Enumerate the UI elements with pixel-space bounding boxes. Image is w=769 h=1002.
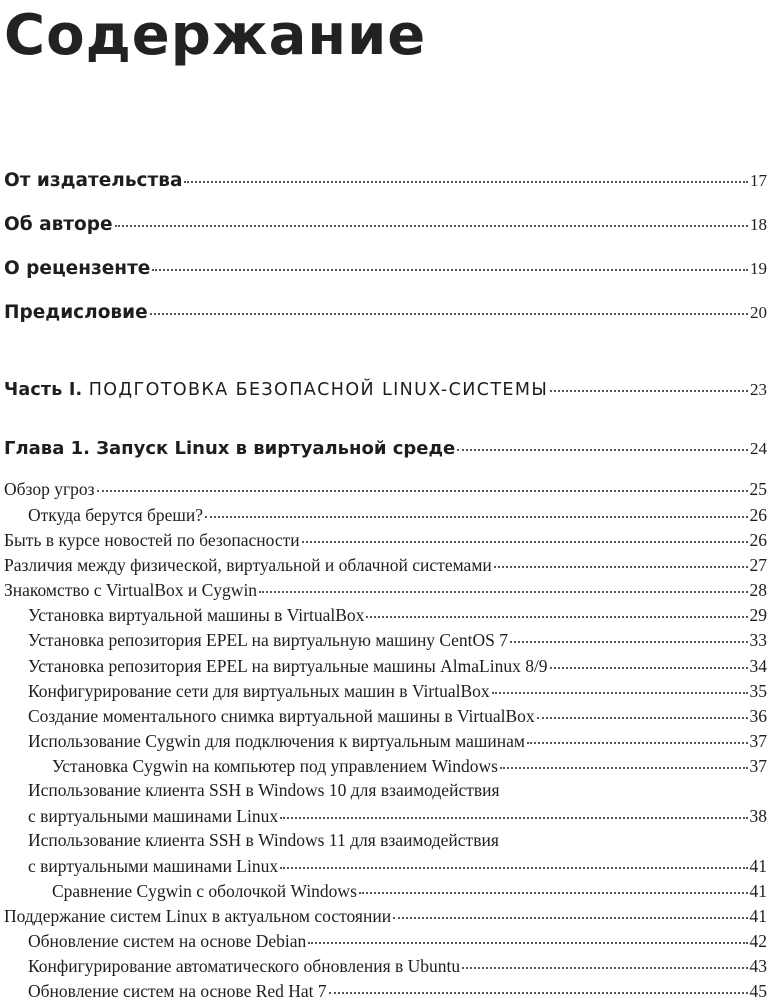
toc-entry-page: 36 [749, 706, 767, 726]
toc-entry-page: 37 [749, 756, 767, 776]
toc-entry-subsection[interactable] [28, 656, 767, 677]
toc-entry-title: Откуда берутся бреши? [28, 505, 204, 525]
dot-leader [359, 892, 748, 894]
toc-entry-page: 18 [750, 215, 767, 234]
toc-entry-page: 24 [750, 439, 767, 458]
toc-entry-subsection[interactable] [28, 630, 767, 651]
toc-entry-page: 23 [750, 380, 767, 399]
toc-entry-subsection[interactable] [28, 706, 767, 727]
dot-leader [457, 449, 748, 451]
toc-entry-subsection[interactable] [28, 931, 767, 952]
toc-entry-title: Различия между физической, виртуальной и облачной системами [4, 555, 492, 575]
dot-leader [205, 516, 747, 518]
dot-leader [393, 917, 747, 919]
dot-leader [280, 817, 747, 819]
toc-entry-about-reviewer[interactable] [4, 258, 767, 279]
toc-entry-page: 45 [749, 981, 767, 1001]
dot-leader [280, 867, 747, 869]
toc-entry-title: Конфигурирование сети для виртуальных машин в VirtualBox [28, 681, 490, 701]
toc-entry-page: 38 [749, 806, 767, 826]
toc-entry-subsection[interactable] [28, 981, 767, 1002]
toc-entry-page: 19 [750, 259, 767, 278]
toc-entry-page: 29 [749, 605, 767, 625]
toc-entry-page: 41 [749, 856, 767, 876]
toc-entry-page: 37 [749, 731, 767, 751]
toc-entry-subsection[interactable] [28, 681, 767, 702]
dot-leader [510, 641, 748, 643]
toc-entry-title-line1: Использование клиента SSH в Windows 11 для взаимодействия [28, 830, 499, 850]
toc-entry-subsection[interactable] [28, 956, 767, 977]
dot-leader [550, 667, 748, 669]
toc-entry-section[interactable] [4, 530, 767, 551]
part-label: Часть I. [4, 380, 83, 400]
toc-entry-title-line1: Использование клиента SSH в Windows 10 для взаимодействия [28, 780, 500, 800]
toc-entry-preface[interactable] [4, 302, 767, 323]
toc-entry-title: Установка репозитория EPEL на виртуальную машину CentOS 7 [28, 630, 508, 650]
toc-entry-title: Предисловие [4, 302, 148, 323]
dot-leader [308, 942, 747, 944]
toc-entry-title-line2: с виртуальными машинами Linux [28, 856, 279, 876]
toc-entry-subsection[interactable] [28, 605, 767, 626]
dot-leader [259, 591, 747, 593]
toc-entry-page: 41 [749, 881, 767, 901]
toc-entry-title: Обзор угроз [4, 479, 95, 499]
toc-entry-title: Установка репозитория EPEL на виртуальные машины AlmaLinux 8/9 [28, 656, 548, 676]
dot-leader [527, 742, 748, 744]
dot-leader [462, 967, 747, 969]
toc-entry-page: 35 [749, 681, 767, 701]
toc-entry-page: 43 [749, 956, 767, 976]
toc-entry-page: 34 [749, 656, 767, 676]
toc-entry-publisher-note[interactable] [4, 170, 767, 191]
toc-entry-page: 26 [749, 530, 767, 550]
toc-entry-page: 33 [749, 630, 767, 650]
part-name: ПОДГОТОВКА БЕЗОПАСНОЙ LINUX-СИСТЕМЫ [88, 380, 549, 400]
dot-leader [150, 313, 748, 315]
toc-entry-page: 17 [750, 171, 767, 190]
toc-entry-title: Обновление систем на основе Debian [28, 931, 307, 951]
toc-entry-subsection[interactable] [28, 505, 767, 526]
toc-entry-chapter-1[interactable] [4, 438, 767, 459]
toc-entry-about-author[interactable] [4, 214, 767, 235]
toc-entry-page: 25 [749, 479, 767, 499]
toc-entry-title: Использование Cygwin для подключения к виртуальным машинам [28, 731, 525, 751]
toc-entry-page: 20 [750, 303, 767, 322]
toc-entry-section[interactable] [4, 580, 767, 601]
toc-entry-title: Знакомство с VirtualBox и Cygwin [4, 580, 258, 600]
toc-entry-title: Сравнение Cygwin с оболочкой Windows [52, 881, 357, 901]
toc-entry-section[interactable] [4, 906, 767, 927]
dot-leader [492, 692, 748, 694]
part-title [4, 380, 548, 400]
toc-entry-title: Конфигурирование автоматического обновления в Ubuntu [28, 956, 461, 976]
toc-entry-page: 27 [749, 555, 767, 575]
page-title: Содержание [4, 3, 427, 68]
toc-entry-section[interactable] [4, 555, 767, 576]
dot-leader [366, 616, 747, 618]
toc-entry-subsection[interactable] [28, 806, 767, 827]
toc-entry-page: 42 [749, 931, 767, 951]
dot-leader [550, 390, 748, 392]
toc-entry-subsection[interactable] [28, 731, 767, 752]
chapter-title: Глава 1. Запуск Linux в виртуальной среде [4, 438, 456, 459]
dot-leader [97, 490, 748, 492]
toc-entry-page: 26 [749, 505, 767, 525]
dot-leader [115, 225, 749, 227]
toc-entry-title: Установка виртуальной машины в VirtualBox [28, 605, 365, 625]
dot-leader [184, 181, 748, 183]
dot-leader [500, 767, 748, 769]
dot-leader [494, 566, 748, 568]
toc-entry-subsection[interactable] [28, 856, 767, 877]
toc-entry-title: Быть в курсе новостей по безопасности [4, 530, 300, 550]
dot-leader [329, 992, 748, 994]
toc-entry-title: От издательства [4, 170, 183, 191]
dot-leader [152, 269, 748, 271]
toc-entry-part-1[interactable] [4, 380, 767, 400]
toc-entry-title: Поддержание систем Linux в актуальном состоянии [4, 906, 392, 926]
dot-leader [302, 541, 748, 543]
toc-entry-title: Обновление систем на основе Red Hat 7 [28, 981, 327, 1001]
toc-entry-subsubsection[interactable] [52, 881, 767, 902]
toc-entry-page: 28 [749, 580, 767, 600]
toc-entry-page: 41 [749, 906, 767, 926]
toc-entry-title: Установка Cygwin на компьютер под управлением Windows [52, 756, 498, 776]
toc-entry-section[interactable] [4, 479, 767, 500]
toc-entry-title: Об авторе [4, 214, 113, 235]
dot-leader [537, 717, 748, 719]
toc-entry-title: О рецензенте [4, 258, 151, 279]
toc-entry-title-line2: с виртуальными машинами Linux [28, 806, 279, 826]
toc-entry-title: Создание моментального снимка виртуальной машины в VirtualBox [28, 706, 535, 726]
toc-entry-subsubsection[interactable] [52, 756, 767, 777]
